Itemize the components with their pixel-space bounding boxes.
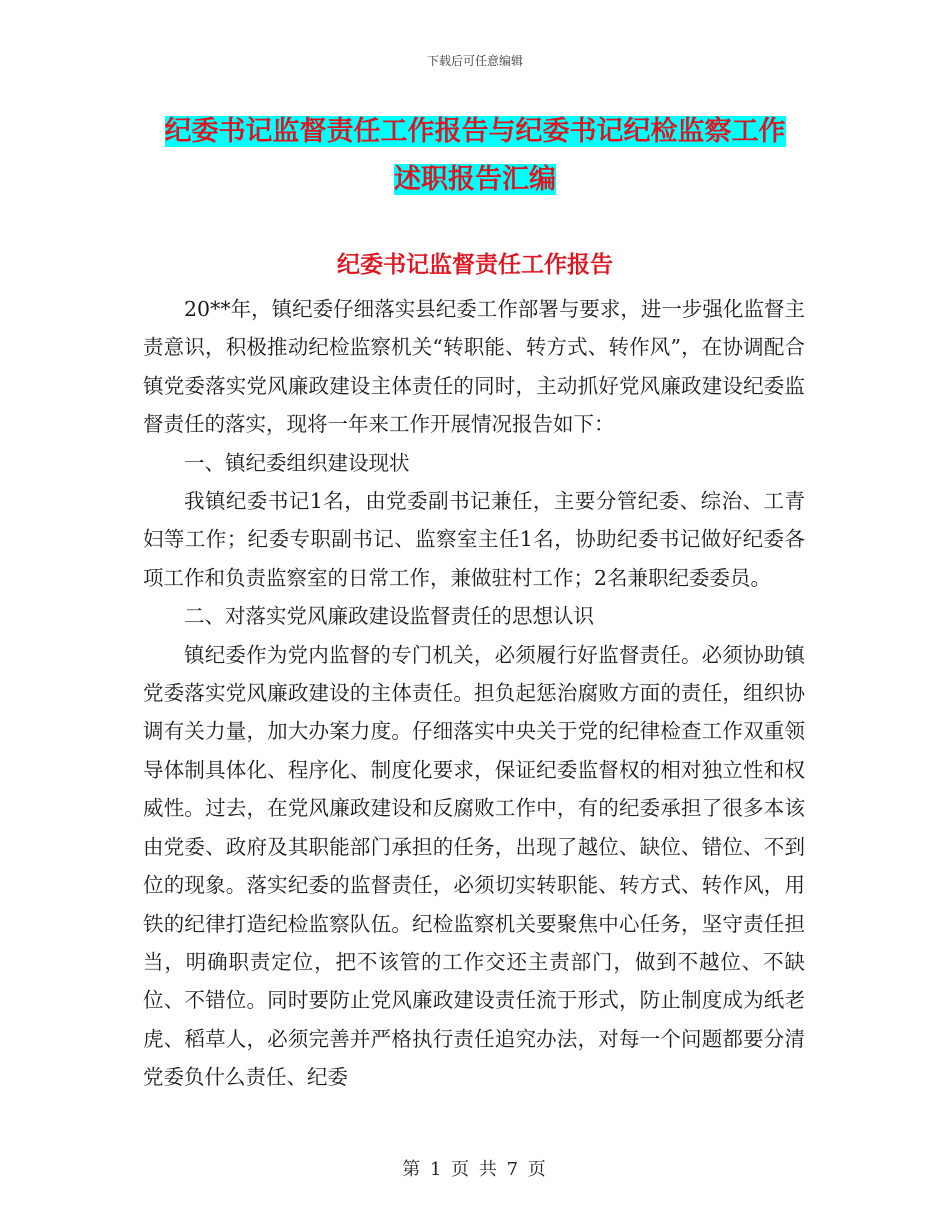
section-heading: 一、镇纪委组织建设现状	[184, 450, 410, 475]
document-title	[150, 108, 800, 204]
document-title-line-2: 述职报告汇编	[394, 164, 556, 195]
paragraph: 镇纪委作为党内监督的专门机关，必须履行好监督责任。必须协助镇党委落实党风廉政建设的主体责任。担负起惩治腐败方面的责任，组织协调有关力量，加大办案力度。仔细落实中央关于党的纪律检查工作双重领导体制具体化、程序化、制度化要求，保证纪委监督权的相对独立性和权威性。过去，在党风廉政建设和反腐败工作中，有的纪委承担了很多本该由党委、政府及其职能部门承担的任务，出现了越位、缺位、错位、不到位的现象。落实纪委的监督责任，必须切实转职能、转方式、转作风，用铁的纪律打造纪检监察队伍。纪检监察机关要聚焦中心任务，坚守责任担当，明确职责定位，把不该管的工作交还主责部门，做到不越位、不缺位、不错位。同时要防止党风廉政建设责任流于形式，防止制度成为纸老虎、稻草人，必须完善并严格执行责任追究办法，对每一个问题都要分清党委负什么责任、纪委	[143, 642, 805, 1090]
page-number: 第 1 页 共 7 页	[402, 1159, 548, 1180]
section-heading: 二、对落实党风廉政建设监督责任的思想认识	[184, 604, 594, 629]
section-title: 纪委书记监督责任工作报告	[337, 251, 613, 278]
document-body	[143, 290, 805, 1097]
paragraph: 20**年，镇纪委仔细落实县纪委工作部署与要求，进一步强化监督主责意识，积极推动纪检监察机关“转职能、转方式、转作风”，在协调配合镇党委落实党风廉政建设主体责任的同时，主动抓好党风廉政建设纪委监督责任的落实，现将一年来工作开展情况报告如下：	[143, 297, 805, 437]
document-title-line-1: 纪委书记监督责任工作报告与纪委书记纪检监察工作	[164, 116, 786, 147]
page-header-note: 下载后可任意编辑	[426, 54, 523, 68]
paragraph: 我镇纪委书记1名，由党委副书记兼任，主要分管纪委、综治、工青妇等工作；纪委专职副书记、监察室主任1名，协助纪委书记做好纪委各项工作和负责监察室的日常工作，兼做驻村工作；2名兼职纪委委员。	[143, 489, 805, 590]
